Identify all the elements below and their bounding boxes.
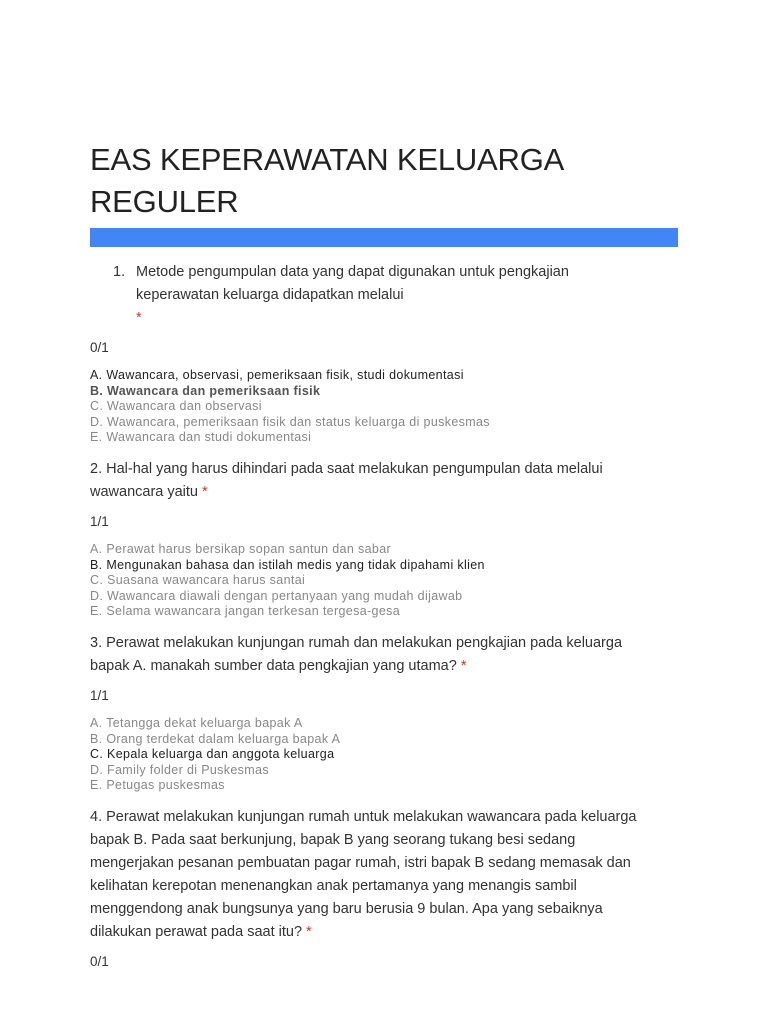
- q3-option-b: B. Orang terdekat dalam keluarga bapak A: [90, 731, 341, 746]
- required-asterisk: *: [306, 923, 312, 940]
- question-2-line-1: 2. Hal-hal yang harus dihindari pada saat melakukan pengumpulan data melalui: [90, 460, 603, 477]
- question-3-options: [90, 716, 678, 794]
- question-4-line-6: dilakukan perawat pada saat itu? *: [90, 923, 312, 940]
- question-1-line-2: keperawatan keluarga didapatkan melalui *: [136, 284, 678, 330]
- question-4-line-2: bapak B. Pada saat berkunjung, bapak B yang seorang tukang besi sedang: [90, 831, 576, 848]
- q2-option-c: C. Suasana wawancara harus santai: [90, 573, 306, 588]
- question-1: [90, 261, 678, 330]
- q3-option-a: A. Tetangga dekat keluarga bapak A: [90, 715, 303, 730]
- question-1-line-1: Metode pengumpulan data yang dapat digunakan untuk pengkajian: [136, 264, 569, 280]
- q1-option-a: A. Wawancara, observasi, pemeriksaan fisik, studi dokumentasi: [90, 368, 464, 382]
- q2-option-b: B. Mengunakan bahasa dan istilah medis yang tidak dipahami klien: [90, 557, 485, 572]
- question-4-line-4: kelihatan kerepotan menenangkan anak pertamanya yang menangis sambil: [90, 877, 577, 894]
- page-title: [90, 139, 678, 223]
- question-3: [90, 632, 678, 678]
- title-accent-bar: [90, 228, 678, 247]
- question-4-line-5: menggendong anak bungsunya yang baru berusia 9 bulan. Apa yang sebaiknya: [90, 900, 603, 917]
- question-3-line-1: 3. Perawat melakukan kunjungan rumah dan melakukan pengkajian pada keluarga: [90, 634, 623, 651]
- q1-option-c: C. Wawancara dan observasi: [90, 399, 262, 414]
- question-4-score: 0/1: [90, 953, 109, 969]
- q1-option-e: E. Wawancara dan studi dokumentasi: [90, 430, 312, 445]
- q2-option-e: E. Selama wawancara jangan terkesan tergesa-gesa: [90, 604, 401, 619]
- title-line-2: REGULER: [90, 184, 239, 219]
- question-2: [90, 458, 678, 504]
- q3-option-e: E. Petugas puskesmas: [90, 778, 225, 793]
- q3-option-c: C. Kepala keluarga dan anggota keluarga: [90, 747, 335, 762]
- question-1-options: [90, 368, 678, 446]
- q2-option-a: A. Perawat harus bersikap sopan santun dan sabar: [90, 541, 392, 556]
- question-3-line-2: bapak A. manakah sumber data pengkajian yang utama? *: [90, 657, 467, 674]
- title-line-1: EAS KEPERAWATAN KELUARGA: [90, 142, 565, 177]
- question-4-line-3: mengerjakan pesanan pembuatan pagar rumah, istri bapak B sedang memasak dan: [90, 854, 631, 871]
- question-1-number: 1.: [113, 264, 126, 280]
- question-2-score: 1/1: [90, 513, 109, 529]
- q2-option-d: D. Wawancara diawali dengan pertanyaan yang mudah dijawab: [90, 588, 463, 603]
- question-4-line-1: 4. Perawat melakukan kunjungan rumah untuk melakukan wawancara pada keluarga: [90, 808, 637, 825]
- question-4: [90, 806, 678, 944]
- question-3-score: 1/1: [90, 687, 109, 703]
- required-asterisk: *: [202, 483, 208, 500]
- question-2-line-2: wawancara yaitu *: [90, 483, 208, 500]
- q3-option-d: D. Family folder di Puskesmas: [90, 762, 269, 777]
- q1-option-d: D. Wawancara, pemeriksaan fisik dan status keluarga di puskesmas: [90, 414, 490, 429]
- question-1-score: 0/1: [90, 340, 109, 355]
- quiz-document: [90, 139, 678, 971]
- required-asterisk: *: [136, 310, 142, 326]
- required-asterisk: *: [460, 657, 467, 674]
- q1-option-b: B. Wawancara dan pemeriksaan fisik: [90, 383, 321, 398]
- question-2-options: [90, 542, 678, 620]
